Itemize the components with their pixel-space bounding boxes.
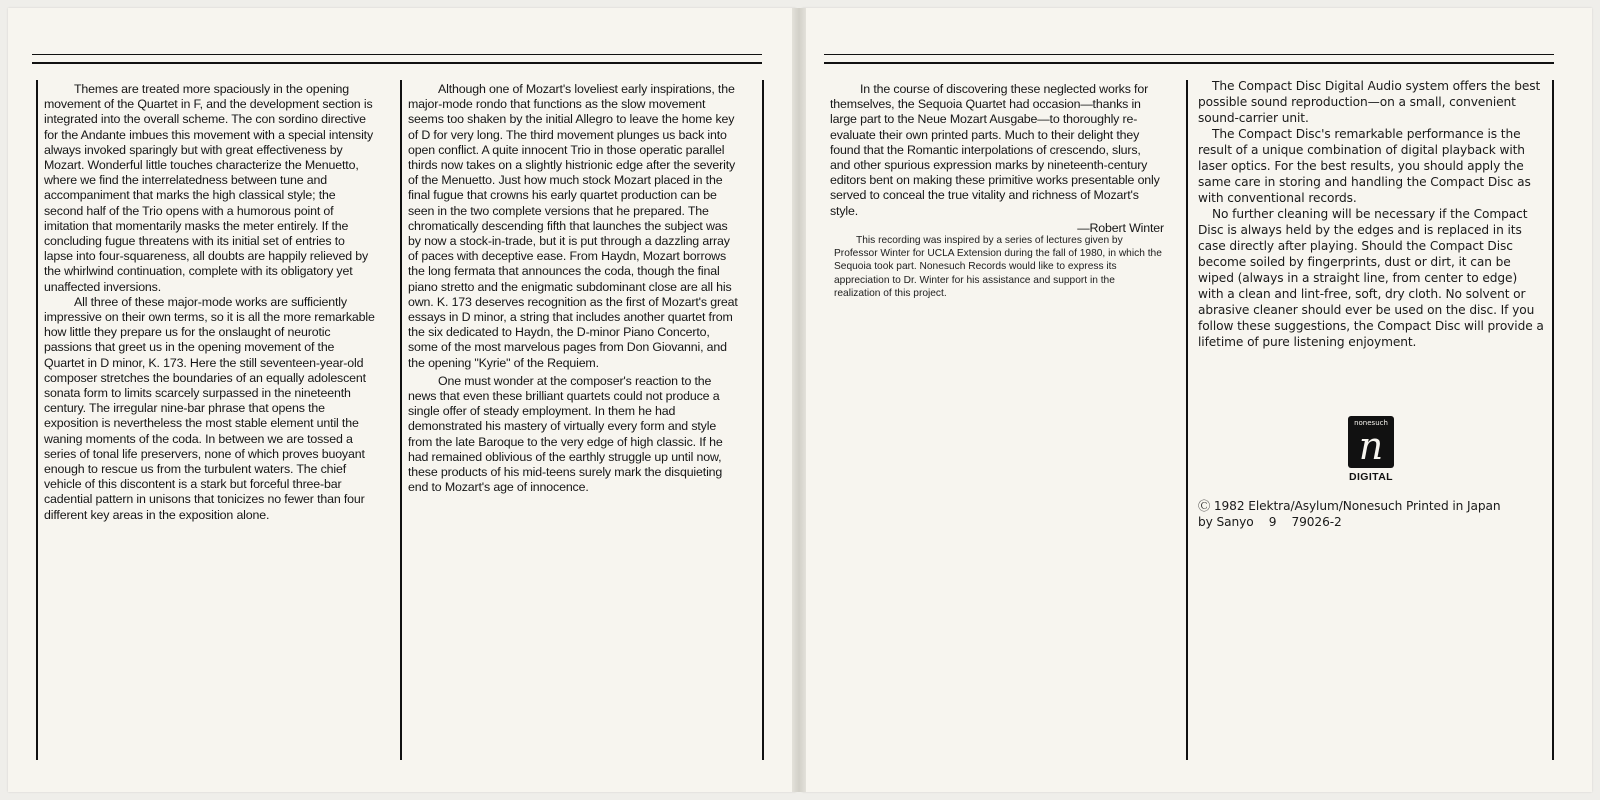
text-column-3 [830,82,1164,236]
book-gutter [792,8,806,792]
logo-top-text: nonesuch [1354,419,1388,427]
paragraph: Themes are treated more spaciously in the opening movement of the Quartet in F, and the development section is integrated into the overall scheme. The con sordino directive for the Andante imbues this movement with a special intensity always invoked sparingly but with great effectiveness by Mozart. Wonderful little touches characterize the Menuetto, where we find the interrelatedness between tune and accompaniment that marks the high classical style; the second half of the Trio opens with a humorous point of imitation that momentarily masks the meter entirely. If the concluding fugue threatens with its initial set of entries to lapse into four-squareness, all doubts are happily relieved by the whirlwind continuation, complete with its obligatory yet unaffected inversions. [44,82,374,294]
copyright-block [1198,498,1501,530]
logo-glyph: n [1358,424,1384,468]
top-rule-thin-right [824,54,1554,55]
copyright-line-1: Ⓒ 1982 Elektra/Asylum/Nonesuch Printed in Japan [1198,499,1501,513]
note-text: This recording was inspired by a series of lectures given by Professor Winter for UCLA Extension during the fall of 1980, in which the Sequoia took part. Nonesuch Records would like to express its appreciation to Dr. Winter for his assistance and support in the realization of this project. [834,235,1162,299]
nonesuch-digital-logo [1344,416,1398,486]
paragraph: No further cleaning will be necessary if the Compact Disc is always held by the edges and is replaced in its case directly after playing. Should the Compact Disc become soiled by fingerprints, dust or dirt, it can be wiped (always in a straight line, from center to edge) with a clean and lint-free, soft, dry cloth. No solvent or abrasive cleaner should ever be used on the disc. If you follow these suggestions, the Compact Disc will provide a lifetime of pure listening enjoyment. [1198,207,1544,349]
logo-digital-text: DIGITAL [1348,471,1393,483]
paragraph: The Compact Disc's remarkable performance is the result of a unique combination of digital playback with laser optics. For the best results, you should apply the same care in storing and handling the Compact Disc as with conventional records. [1198,127,1531,205]
column-rule-left-2 [400,80,402,760]
column-rule-right-1 [1186,80,1188,760]
acknowledgement-note [834,234,1164,300]
text-column-1 [44,82,376,523]
compact-disc-info [1198,78,1546,350]
top-rule-right [824,62,1554,64]
top-rule-left [32,62,762,64]
author-signature: —Robert Winter [1077,220,1164,235]
logo-badge [1348,416,1394,468]
text-column-2 [408,82,742,495]
top-rule-thin-left [32,54,762,55]
column-rule-left-3 [762,80,764,760]
paragraph: All three of these major-mode works are sufficiently impressive on their own terms, so it is all the more remarkable how little they prepare us for the onslaught of neurotic passions that greet us in the opening movement of the Quartet in D minor, K. 173. Here the still seventeen-year-old composer stretches the boundaries of an equally adolescent sonata form to limits scarcely surpassed in the nineteenth century. The irregular nine-bar phrase that opens the exposition is nevertheless the most stable element until the waning moments of the coda. In between we are tossed a series of tonal life preservers, none of which proves buoyant enough to rescue us from the turbulent waters. The chief vehicle of this discontent is a stark but forceful three-bar cadential pattern in unisons that tonicizes no fewer than four different key areas in the exposition alone. [44,294,375,522]
column-rule-right-2 [1552,80,1554,760]
paragraph: The Compact Disc Digital Audio system offers the best possible sound reproduction—on a small, convenient sound-carrier unit. [1198,79,1541,125]
paragraph: In the course of discovering these neglected works for themselves, the Sequoia Quartet had occasion—thanks in large part to the Neue Mozart Ausgabe—to thoroughly re-evaluate their own printed parts. Much to their delight they found that the Romantic interpolations of crescendo, slurs, and other spurious expression marks by nineteenth-century editors bent on making these primitive works presentable only served to conceal the true vitality and richness of Mozart's style. [830,82,1160,218]
paragraph: Although one of Mozart's loveliest early inspirations, the major-mode rondo that functions as the slow movement seems too shaken by the initial Allegro to leave the home key of D for very long. The third movement plunges us back into open conflict. A quite innocent Trio in those operatic parallel thirds now takes on a slightly histrionic edge after the severity of the Menuetto. Just how much stock Mozart placed in the final fugue that crowns his early quartet production can be seen in the two complete versions that he prepared. The chromatically descending fifth that launches the subject was by now a stock-in-trade, but it is put through a dazzling array of paces with deceptive ease. From Haydn, Mozart borrows the long fermata that announces the coda, though the final piano stretto and the enigmatic subdominant close are all his own. K. 173 deserves recognition as the first of Mozart's great essays in D minor, a string that includes another quartet from the six dedicated to Haydn, the D-minor Piano Concerto, some of the most marvelous pages from Don Giovanni, and the opening "Kyrie" of the Requiem. [408,82,738,370]
copyright-line-2: by Sanyo 9 79026-2 [1198,515,1342,529]
column-rule-left-1 [36,80,38,760]
paragraph: One must wonder at the composer's reaction to the news that even these brilliant quartets could not produce a single offer of steady employment. In them he had demonstrated his mastery of virtually every form and style from the late Baroque to the very edge of high classic. If he had remained oblivious of the earthly struggle up until now, these products of his mid-teens surely mark the disquieting end to Mozart's age of innocence. [408,373,723,495]
